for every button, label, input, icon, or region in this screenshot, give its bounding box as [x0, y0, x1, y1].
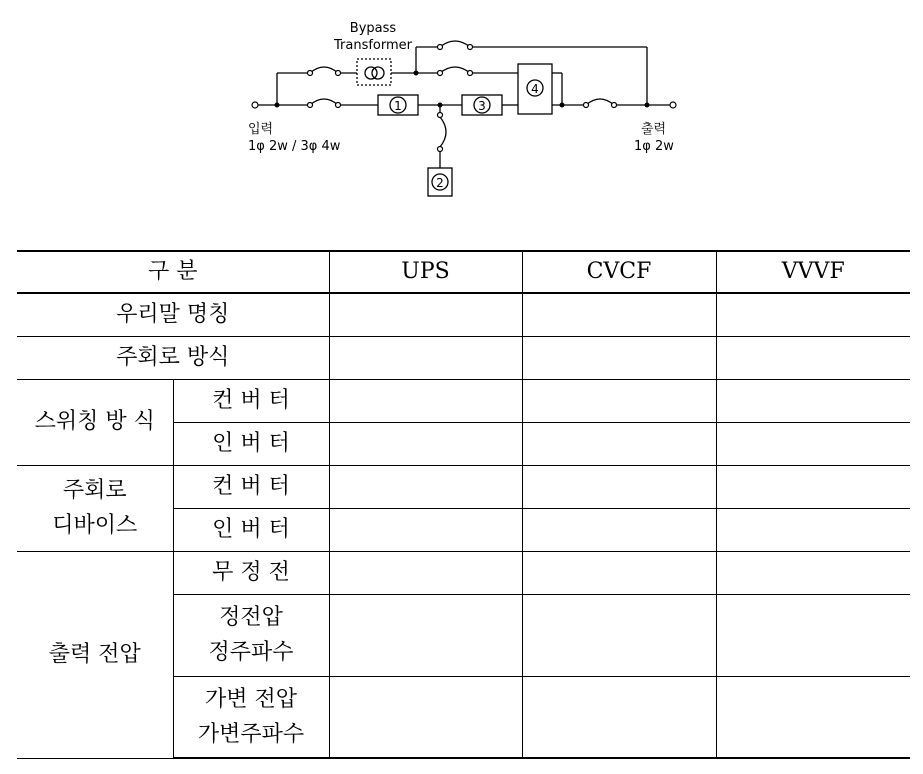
- table-cell: [716, 465, 910, 508]
- table-cell: [329, 676, 522, 758]
- constant-line2: 정주파수: [208, 640, 294, 665]
- box-2-number: 2: [436, 176, 444, 190]
- header-ups: UPS: [329, 251, 522, 293]
- row-output-voltage: 출력 전압: [17, 551, 173, 758]
- box-4-number: 4: [531, 82, 539, 96]
- table-cell: [329, 293, 522, 336]
- table-cell: [716, 336, 910, 379]
- row-korean-name: 우리말 명칭: [17, 293, 329, 336]
- table-cell: [522, 508, 716, 551]
- comparison-table: [17, 250, 910, 759]
- table-cell: [522, 379, 716, 422]
- box-3-number: 3: [478, 99, 486, 113]
- header-row: [17, 251, 910, 293]
- table-cell: [716, 508, 910, 551]
- output-spec: 1φ 2w: [634, 139, 674, 154]
- device-line2: 디바이스: [52, 513, 138, 538]
- table-row: [17, 465, 910, 508]
- table-row: [17, 379, 910, 422]
- sub-variable: [173, 676, 329, 758]
- table-row: [17, 551, 910, 594]
- constant-line1: 정전압: [219, 604, 283, 630]
- table-cell: [329, 465, 522, 508]
- bypass-label-line1: Bypass: [349, 21, 397, 36]
- table-cell: [329, 594, 522, 676]
- table-cell: [522, 465, 716, 508]
- table-cell: [329, 551, 522, 594]
- row-main-circuit-method: 주회로 방식: [17, 336, 329, 379]
- table-cell: [329, 422, 522, 465]
- table-cell: [716, 379, 910, 422]
- output-label: 출력: [641, 122, 667, 137]
- table-row: [17, 336, 910, 379]
- variable-line1: 가변 전압: [204, 686, 297, 712]
- row-switching-method: 스위칭 방 식: [17, 379, 173, 465]
- row-main-circuit-device: [17, 465, 173, 551]
- table-cell: [716, 594, 910, 676]
- table-cell: [329, 508, 522, 551]
- table-cell: [329, 336, 522, 379]
- table-cell: [522, 336, 716, 379]
- sub-constant: [173, 594, 329, 676]
- input-spec: 1φ 2w / 3φ 4w: [248, 139, 341, 154]
- table-cell: [716, 422, 910, 465]
- ups-circuit-diagram: [0, 0, 923, 215]
- table-cell: [522, 422, 716, 465]
- table-cell: [716, 551, 910, 594]
- sub-converter: 컨 버 터: [173, 465, 329, 508]
- table-cell: [522, 293, 716, 336]
- header-category: 구 분: [17, 251, 329, 293]
- header-vvvf: VVVF: [716, 251, 910, 293]
- table-cell: [522, 676, 716, 758]
- table-cell: [716, 293, 910, 336]
- input-label: 입력: [248, 122, 274, 137]
- table-cell: [329, 379, 522, 422]
- sub-inverter: 인 버 터: [173, 508, 329, 551]
- header-cvcf: CVCF: [522, 251, 716, 293]
- table-row: [17, 293, 910, 336]
- sub-no-outage: 무 정 전: [173, 551, 329, 594]
- sub-converter: 컨 버 터: [173, 379, 329, 422]
- table-cell: [716, 676, 910, 758]
- table-cell: [522, 594, 716, 676]
- sub-inverter: 인 버 터: [173, 422, 329, 465]
- device-line1: 주회로: [62, 477, 127, 503]
- table-cell: [522, 551, 716, 594]
- variable-line2: 가변주파수: [197, 721, 305, 747]
- box-1-number: 1: [394, 99, 402, 113]
- bypass-label-line2: Transformer: [333, 38, 413, 53]
